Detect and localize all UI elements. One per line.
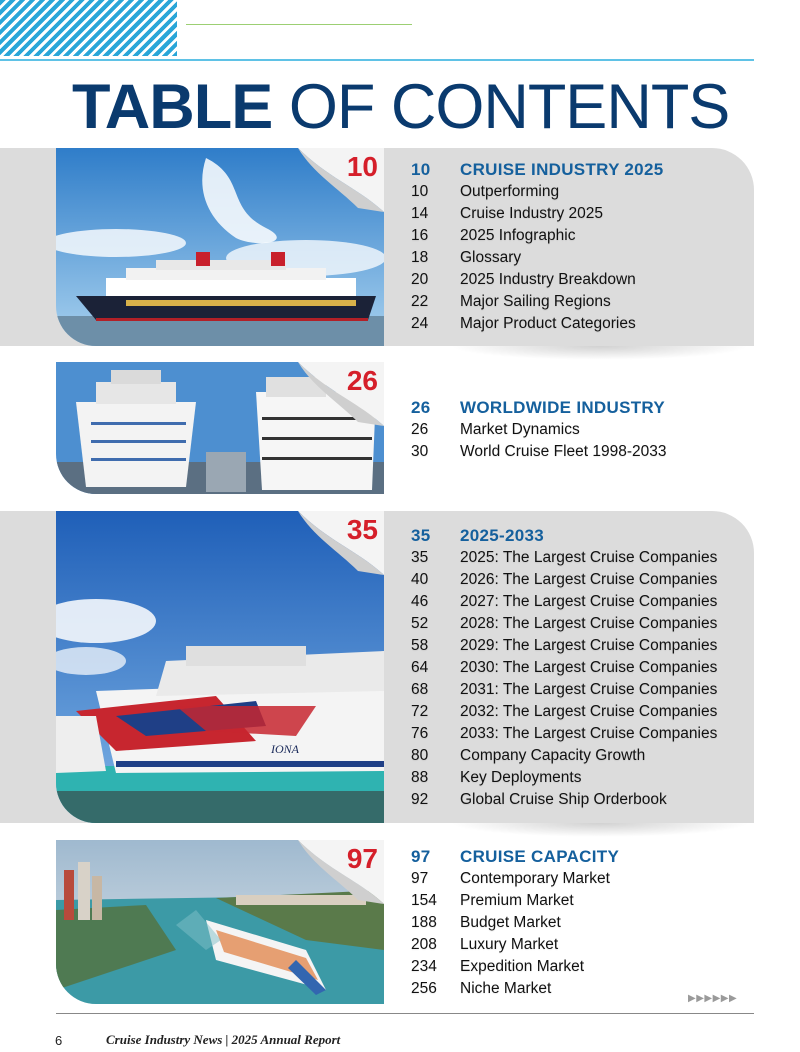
- section-badge-3: 35: [346, 514, 378, 545]
- toc-entry[interactable]: [411, 613, 717, 635]
- title-rest: OF CONTENTS: [288, 72, 730, 142]
- header-blue-rule: [0, 59, 754, 61]
- entry-label: Cruise Industry 2025: [460, 205, 604, 222]
- toc-entry[interactable]: [411, 569, 717, 591]
- entry-label: Luxury Market: [460, 936, 559, 953]
- entry-label: Major Sailing Regions: [460, 293, 611, 310]
- entry-page: 80: [411, 747, 429, 764]
- toc-entry[interactable]: [411, 291, 663, 313]
- entry-page: 18: [411, 249, 429, 266]
- toc-entry[interactable]: [411, 635, 717, 657]
- entry-label: 2027: The Largest Cruise Companies: [460, 593, 718, 610]
- toc-entry[interactable]: [411, 701, 717, 723]
- page-number: 6: [55, 1033, 63, 1048]
- ship-name-text: IONA: [271, 742, 299, 756]
- continue-arrows-icon: ▶▶▶▶▶▶: [688, 993, 738, 1004]
- entry-label: Contemporary Market: [460, 870, 610, 887]
- page-title: [72, 72, 772, 142]
- entry-page: 64: [411, 659, 429, 676]
- entry-label: Global Cruise Ship Orderbook: [460, 791, 667, 808]
- toc-entry[interactable]: [411, 591, 717, 613]
- entry-page: 40: [411, 571, 429, 588]
- entry-page: 154: [411, 892, 437, 909]
- toc-section-4: [411, 846, 619, 1000]
- entry-label: 2033: The Largest Cruise Companies: [460, 725, 718, 742]
- entry-label: World Cruise Fleet 1998-2033: [460, 443, 667, 460]
- entry-page: 88: [411, 769, 429, 786]
- toc-entry[interactable]: [411, 547, 717, 569]
- toc-entry[interactable]: [411, 225, 663, 247]
- toc-section-2: [411, 397, 667, 463]
- toc-entry[interactable]: [411, 956, 619, 978]
- section-heading[interactable]: [411, 846, 619, 868]
- entry-label: Company Capacity Growth: [460, 747, 646, 764]
- entry-page: 208: [411, 936, 437, 953]
- entry-page: 46: [411, 593, 429, 610]
- toc-entry[interactable]: [411, 181, 663, 203]
- entry-label: Key Deployments: [460, 769, 582, 786]
- entry-page: 35: [411, 549, 429, 566]
- entry-page: 14: [411, 205, 429, 222]
- entry-page: 92: [411, 791, 429, 808]
- entry-page: 256: [411, 980, 437, 997]
- toc-entry[interactable]: [411, 723, 717, 745]
- section-shadow-3: [450, 823, 750, 837]
- toc-entry[interactable]: [411, 441, 667, 463]
- entry-page: 72: [411, 703, 429, 720]
- toc-entry[interactable]: [411, 313, 663, 335]
- section-badge-4: 97: [346, 843, 378, 874]
- header-green-rule: [186, 24, 412, 25]
- heading-label: CRUISE CAPACITY: [460, 847, 620, 866]
- section-badge-1: 10: [346, 151, 378, 182]
- toc-entry[interactable]: [411, 978, 619, 1000]
- entry-page: 24: [411, 315, 429, 332]
- heading-label: CRUISE INDUSTRY 2025: [460, 160, 664, 179]
- entry-label: Niche Market: [460, 980, 552, 997]
- entry-label: 2031: The Largest Cruise Companies: [460, 681, 718, 698]
- toc-entry[interactable]: [411, 767, 717, 789]
- heading-label: WORLDWIDE INDUSTRY: [460, 398, 665, 417]
- section-badge-2: 26: [346, 365, 378, 396]
- entry-page: 97: [411, 870, 429, 887]
- entry-label: Budget Market: [460, 914, 561, 931]
- toc-entry[interactable]: [411, 203, 663, 225]
- entry-label: 2025 Industry Breakdown: [460, 271, 636, 288]
- title-bold: TABLE: [72, 72, 273, 142]
- publication-title: Cruise Industry News | 2025 Annual Report: [106, 1032, 341, 1047]
- heading-page: 26: [411, 398, 431, 417]
- entry-page: 58: [411, 637, 429, 654]
- entry-page: 20: [411, 271, 429, 288]
- entry-label: 2026: The Largest Cruise Companies: [460, 571, 718, 588]
- section-heading[interactable]: [411, 397, 667, 419]
- toc-entry[interactable]: [411, 679, 717, 701]
- entry-page: 26: [411, 421, 429, 438]
- toc-entry[interactable]: [411, 934, 619, 956]
- toc-entry[interactable]: [411, 789, 717, 811]
- section-heading[interactable]: [411, 525, 717, 547]
- entry-page: 234: [411, 958, 437, 975]
- entry-label: Glossary: [460, 249, 522, 266]
- toc-section-3: [411, 525, 717, 811]
- toc-entry[interactable]: [411, 657, 717, 679]
- entry-label: Expedition Market: [460, 958, 585, 975]
- heading-page: 97: [411, 847, 431, 866]
- entry-page: 16: [411, 227, 429, 244]
- footer-rule: [56, 1013, 754, 1014]
- toc-entry[interactable]: [411, 247, 663, 269]
- entry-label: 2025 Infographic: [460, 227, 576, 244]
- entry-page: 188: [411, 914, 437, 931]
- toc-section-1: [411, 159, 663, 335]
- toc-entry[interactable]: [411, 868, 619, 890]
- entry-page: 22: [411, 293, 429, 310]
- entry-label: Major Product Categories: [460, 315, 636, 332]
- entry-page: 10: [411, 183, 429, 200]
- entry-page: 68: [411, 681, 429, 698]
- section-shadow-1: [450, 346, 750, 360]
- entry-page: 52: [411, 615, 429, 632]
- toc-entry[interactable]: [411, 745, 717, 767]
- toc-entry[interactable]: [411, 912, 619, 934]
- header-stripes: [0, 0, 177, 56]
- entry-label: 2030: The Largest Cruise Companies: [460, 659, 718, 676]
- entry-label: 2028: The Largest Cruise Companies: [460, 615, 718, 632]
- entry-label: Premium Market: [460, 892, 574, 909]
- heading-label: 2025-2033: [460, 526, 544, 545]
- entry-label: Outperforming: [460, 183, 560, 200]
- heading-page: 35: [411, 526, 431, 545]
- entry-label: 2032: The Largest Cruise Companies: [460, 703, 718, 720]
- entry-label: 2029: The Largest Cruise Companies: [460, 637, 718, 654]
- toc-entry[interactable]: [411, 419, 667, 441]
- toc-entry[interactable]: [411, 890, 619, 912]
- entry-page: 76: [411, 725, 429, 742]
- heading-page: 10: [411, 160, 431, 179]
- entry-page: 30: [411, 443, 429, 460]
- toc-entry[interactable]: [411, 269, 663, 291]
- entry-label: 2025: The Largest Cruise Companies: [460, 549, 718, 566]
- entry-label: Market Dynamics: [460, 421, 580, 438]
- section-heading[interactable]: [411, 159, 663, 181]
